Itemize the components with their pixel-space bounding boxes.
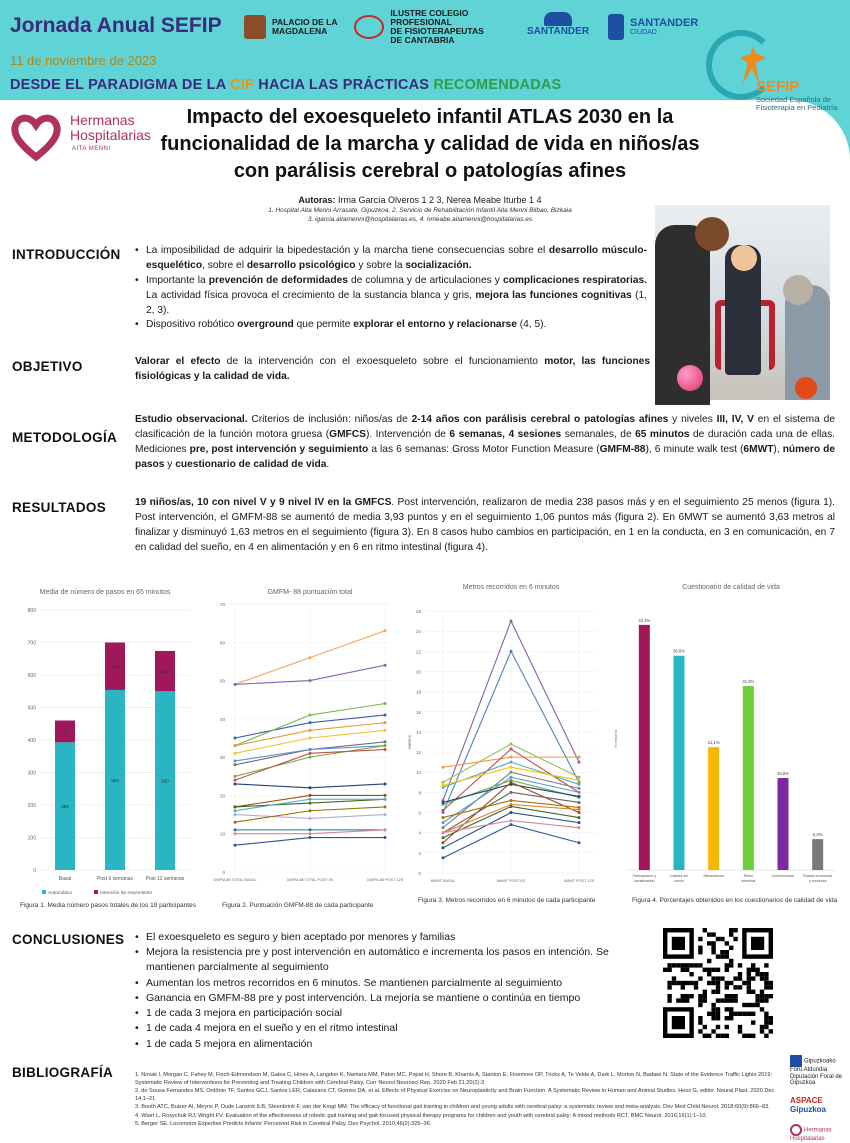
hermanas-hospitalarias-name: Hermanas Hospitalarias: [70, 112, 151, 144]
bar: [674, 656, 685, 870]
data-point: [442, 836, 445, 839]
chart-title: Cuestionario de calidad de vida: [682, 584, 780, 591]
data-point: [510, 805, 513, 808]
x-tick-label-cont: y conducta: [808, 879, 827, 883]
y-axis-label: % mejoría: [613, 729, 618, 749]
bar-value-label: 554: [111, 777, 119, 783]
conclusion-item: • 1 de cada 5 mejora en alimentación: [135, 1037, 655, 1052]
y-tick-label: 6: [418, 810, 421, 816]
data-point: [384, 629, 387, 632]
sefip-subtitle: Sociedad Española de Fisioterapia en Pediatría: [756, 95, 838, 113]
intro-bullet: • La imposibilidad de adquirir la bipedestación y la marcha tiene consecuencias sobre el desarrollo músculo-esquelético, sobre el desarrollo psicológico y sobre la socialización.: [135, 244, 647, 274]
x-tick-label-cont: socialización: [634, 879, 655, 883]
aita-menni-label: AITA MENNI: [72, 146, 111, 152]
y-tick-label: 0: [418, 871, 421, 876]
intro-bullet: • Dispositivo robótico overground que permite explorar el entorno y relacionarse (4, 5).: [135, 318, 647, 333]
y-tick-label: 0: [33, 868, 36, 874]
data-point: [510, 799, 513, 802]
data-point: [234, 844, 237, 847]
event-date: 11 de noviembre de 2023: [10, 53, 157, 68]
chart-calidad-vida: [605, 578, 845, 898]
data-point: [510, 748, 513, 751]
y-tick-label: 22: [415, 649, 421, 655]
bar-value-label: 67: [62, 729, 68, 735]
data-point: [578, 783, 581, 786]
data-point: [578, 787, 581, 790]
conclusion-item: • Ganancia en GMFM-88 pre y post intervención. La mejoría se mantiene o continúa en tiempo: [135, 991, 655, 1006]
data-point: [384, 729, 387, 732]
data-point: [234, 805, 237, 808]
hermanas-hospitalarias-heart-icon: [10, 111, 62, 161]
santander-ciudad-logo-icon: [608, 14, 624, 40]
section-body-resultados: 19 niños/as, 10 con nivel V y 9 nivel IV en la GMFCS. Post intervención, realizaron de media 238 pasos más y en el seguimiento 25 menos (figura 1). Post intervención, el GMFM-88 se aumentó de media 3,93 puntos y en el seguimiento 1,06 puntos más (figura 2). En 6MWT se aumentó 3,63 metros al finalizar y disminuyó 1,63 metros en el seguimiento (figura 3). En 8 casos hubo cambios en participación, en 1 en la conducta, en 3 en comunicación, en 7 en calidad del sueño, en 4 en alimentación y en 6 en ritmo intestinal (figura 4).: [135, 497, 835, 553]
y-tick-label: 10: [219, 831, 225, 837]
footer-logos: [790, 1055, 848, 1143]
data-point: [309, 802, 312, 805]
bar-value-label: 21,1%: [707, 740, 720, 746]
bibliography-list: [135, 1071, 785, 1128]
x-tick-label: Estado emocional: [803, 874, 832, 878]
data-point: [234, 752, 237, 755]
conclusion-item: • 1 de cada 4 mejora en el sueño y en el ritmo intestinal: [135, 1021, 655, 1036]
legend-label: Automático: [48, 891, 72, 896]
data-point: [309, 794, 312, 797]
data-point: [442, 826, 445, 829]
x-tick-label: Basal: [58, 876, 72, 882]
section-label-metodologia: METODOLOGÍA: [12, 430, 118, 445]
data-point: [510, 819, 513, 822]
y-tick-label: 20: [219, 793, 225, 799]
data-point: [234, 744, 237, 747]
data-point: [309, 721, 312, 724]
data-point: [510, 776, 513, 779]
data-point: [234, 821, 237, 824]
x-tick-label: GMFM-88 POST 12S: [366, 878, 404, 882]
conclusion-item: • Aumentan los metros recorridos en 6 minutos. Se mantienen parcialmente al seguimiento: [135, 976, 655, 991]
x-tick-label-cont: sueño: [674, 879, 684, 883]
sponsor-santander: SANTANDER: [527, 12, 589, 42]
data-point: [234, 759, 237, 762]
data-point: [578, 816, 581, 819]
bar-value-label: 15,8%: [777, 771, 789, 777]
y-tick-label: 70: [219, 602, 225, 607]
event-slogan: DESDE EL PARADIGMA DE LA CIF HACIA LAS PRÁCTICAS RECOMENDADAS: [10, 77, 562, 93]
chart-title: GMFM- 88 puntuación total: [267, 589, 353, 596]
y-tick-label: 0: [222, 870, 225, 875]
chart-6mwt: [405, 575, 600, 895]
data-point: [234, 832, 237, 835]
data-point: [234, 828, 237, 831]
y-tick-label: 24: [415, 629, 421, 635]
x-tick-label: Post 6 semanas: [97, 876, 133, 882]
data-point: [309, 786, 312, 789]
data-point: [510, 743, 513, 746]
section-body-metodologia: Estudio observacional. Criterios de inclusión: niños/as de 2-14 años con parálisis cerebral o patologías afines y niveles III, IV, V en el sistema de clasificación de la función motora gruesa (GMFCS). Intervención de 6 semanas, 4 sesiones semanales, de 65 minutos de duración cada una de ellas. Mediciones pre, post intervención y seguimiento a las 6 semanas: Gross Motor Function Measure (GMFM-88), 6 minute walk test (6MWT), número de pasos y cuestionario de calidad de vida.: [135, 414, 836, 470]
affiliations: 1. Hospital Aita Menni Arrasate, Gipuzkoa, 2. Servicio de Rehabilitación Infantil Aita Menni Bilbao, Bizkaia 3. igarcia.aitamenni@hospitalarias.es, 4. nmeabe.aitamenni@hospitalarias.es: [268, 207, 572, 223]
data-point: [309, 828, 312, 831]
bar-value-label: 42,1%: [638, 617, 651, 623]
data-point: [578, 795, 581, 798]
bar-value-label: 5,3%: [812, 832, 823, 838]
caption-figura-1: Figura 1. Media número pasos totales de los 19 participantes: [20, 902, 196, 909]
aspace-logo: ASPACE Gipuzkoa: [790, 1095, 827, 1114]
data-point: [510, 791, 513, 794]
data-point: [309, 756, 312, 759]
gipuzkoa-logo: Gipuzkoako Foru Aldundia Diputación Foral de Gipuzkoa: [790, 1055, 848, 1087]
poster-title: Impacto del exoesqueleto infantil ATLAS 2030 en la funcionalidad de la marcha y calidad de vida en niños/as con parálisis cerebral o patologías afines: [160, 106, 700, 182]
data-point: [309, 737, 312, 740]
data-point: [309, 752, 312, 755]
gipuzkoa-shield-icon: [790, 1055, 802, 1067]
y-tick-label: 700: [27, 640, 36, 647]
data-point: [234, 779, 237, 782]
data-point: [309, 656, 312, 659]
x-tick-label: 6MWT BASAL: [430, 879, 456, 883]
y-tick-label: 2: [418, 850, 421, 856]
sponsor-palacio-magdalena: PALACIO DE LA MAGDALENA: [244, 12, 337, 42]
data-point: [309, 836, 312, 839]
section-label-resultados: RESULTADOS: [12, 500, 106, 515]
data-point: [442, 781, 445, 784]
data-point: [510, 823, 513, 826]
data-point: [578, 776, 581, 779]
data-point: [384, 836, 387, 839]
bar-value-label: 550: [161, 778, 169, 784]
data-point: [442, 801, 445, 804]
x-tick-label: Comunicación: [771, 874, 795, 878]
data-point: [384, 782, 387, 785]
data-point: [578, 826, 581, 829]
data-point: [578, 761, 581, 764]
bibliography-ref: 1. Novak I, Morgan C, Fahey M, Finch-Edmondson M, Galea C, Hines A, Langdon K, Namara MM, Paton MC, Popat H, Shore B, Khamis A, Stanton E, Finemore OP, Tricks A, Te Velde A, Dark L, Morton N, Badawi N. State of the Evidence Traffic Lights 2019: Systematic Review of Interventions for Preventing and Treating Children with Cerebral Palsy. Curr Neurol Neurosci Rep. 2020 Feb 21;20(2):3: [135, 1072, 773, 1087]
conclusion-item: • El exoesqueleto es seguro y bien aceptado por menores y familias: [135, 930, 655, 945]
data-point: [578, 811, 581, 814]
data-point: [384, 805, 387, 808]
sefip-name: SEFIP: [756, 78, 800, 95]
data-point: [384, 740, 387, 743]
y-tick-label: 12: [415, 750, 421, 756]
bar: [708, 747, 719, 870]
x-tick-label: Participación y: [632, 874, 657, 878]
data-point: [234, 763, 237, 766]
data-point: [442, 816, 445, 819]
data-point: [442, 856, 445, 859]
bibliography-ref: 4. Wiart L, Rosychuk RJ, Wright FV. Evaluation of the effectiveness of robotic gait training and gait-focused physical therapy programs for children and youth with cerebral palsy: A mixed methods RCT. BMC Neurol. 2016;16(1):1–10.: [135, 1112, 707, 1119]
y-tick-label: 400: [27, 738, 36, 744]
data-point: [234, 775, 237, 778]
chart-pasos: [10, 580, 200, 900]
data-point: [309, 679, 312, 682]
section-label-bibliografia: BIBLIOGRAFÍA: [12, 1065, 114, 1080]
data-point: [578, 779, 581, 782]
data-point: [510, 811, 513, 814]
data-point: [309, 817, 312, 820]
bar: [743, 686, 754, 870]
y-tick-label: 300: [27, 770, 36, 777]
hh-footer-logo: Hermanas Hospitalarias: [790, 1124, 848, 1143]
x-tick-label: Alimentación: [703, 874, 724, 878]
data-point: [442, 821, 445, 824]
data-point: [442, 809, 445, 812]
palacio-logo-icon: [244, 15, 266, 39]
data-point: [510, 761, 513, 764]
conclusion-item: • Mejora la resistencia pre y post intervención en automático e incrementa los pasos en intención. Se mantienen parcialmente al seguimiento: [135, 945, 655, 975]
x-tick-label: GMFM-88 TOTAL BASAL: [213, 878, 257, 882]
x-tick-label: 6MWT POST 12S: [563, 879, 595, 883]
section-body-introduccion: [135, 244, 647, 333]
bar: [812, 839, 823, 870]
data-point: [510, 766, 513, 769]
bar: [639, 625, 650, 870]
bibliography-ref: 3. Booth ATC, Buizer AI, Meyns P, Oude Lansink ILB, Steenbrink F, van der Krogt MM. The efficacy of functional gait training in children and young adults with cerebral palsy: a systematic review and meta-analysis. Dev Med Child Neurol. 2018;60(9):866–83.: [135, 1104, 770, 1111]
bar: [778, 778, 789, 870]
y-tick-label: 10: [415, 770, 421, 776]
sponsor-santander-ciudad: SANTANDER CIUDAD: [608, 12, 698, 42]
data-point: [309, 832, 312, 835]
data-point: [309, 748, 312, 751]
data-point: [384, 828, 387, 831]
y-tick-label: 30: [219, 755, 225, 761]
x-tick-label: GMFM-88 TOTAL POST 6S: [286, 878, 334, 882]
data-point: [309, 729, 312, 732]
data-point: [384, 721, 387, 724]
y-tick-label: 500: [27, 705, 36, 712]
data-point: [442, 846, 445, 849]
data-point: [384, 714, 387, 717]
y-tick-label: 8: [418, 790, 421, 796]
data-point: [578, 756, 581, 759]
legend-swatch: [42, 890, 46, 894]
data-point: [384, 664, 387, 667]
hh-heart-small-icon: [790, 1124, 802, 1136]
conclusiones-list: [135, 930, 655, 1052]
x-tick-label: 6MWT POST 6S: [496, 879, 526, 883]
section-body-objetivo: Valorar el efecto de la intervención con el exoesqueleto sobre el funcionamiento motor, las funciones fisiológicas y la calidad de vida.: [135, 356, 650, 382]
data-point: [384, 813, 387, 816]
data-point: [510, 771, 513, 774]
x-tick-label: Post 12 semanas: [145, 876, 185, 882]
data-point: [578, 808, 581, 811]
y-tick-label: 4: [418, 830, 421, 836]
y-tick-label: 100: [27, 835, 36, 842]
caption-figura-4: Figura 4. Porcentajes obtenidos en los cuestionarios de calidad de vida: [632, 897, 838, 904]
data-point: [234, 809, 237, 812]
data-point: [442, 831, 445, 834]
sponsor-colegio-fisioterapeutas: ILUSTRE COLEGIO PROFESIONAL DE FISIOTERAPEUTAS DE CANTABRIA: [354, 12, 524, 42]
bar-value-label: 36,8%: [673, 648, 685, 654]
data-point: [234, 782, 237, 785]
chart-title: Media de número de pasos en 65 minutos: [39, 589, 171, 596]
chart-gmfm: [205, 580, 404, 900]
bibliography-ref: 5. Berger SE. Locomotor Expertise Predicts Infants' Perceived Risk in Cerebral Palsy. Dev Psychol. 2010;46(2):326–36.: [135, 1120, 432, 1127]
legend-swatch: [94, 890, 98, 894]
exoskeleton-photo: [655, 205, 830, 400]
data-point: [510, 650, 513, 653]
data-point: [309, 798, 312, 801]
data-point: [309, 714, 312, 717]
y-tick-label: 18: [415, 689, 421, 695]
data-point: [442, 766, 445, 769]
data-point: [510, 620, 513, 623]
x-tick-label-cont: intestinal: [741, 879, 756, 883]
colegio-logo-icon: [354, 15, 384, 39]
bar-value-label: 146: [111, 664, 119, 670]
data-point: [578, 791, 581, 794]
data-point: [578, 821, 581, 824]
caption-figura-3: Figura 3. Metros recorridos en 6 minutos de cada participante: [418, 897, 596, 904]
santander-logo-icon: [544, 12, 572, 26]
qr-code[interactable]: [663, 928, 773, 1038]
data-point: [510, 756, 513, 759]
bar-value-label: 31,6%: [742, 679, 755, 685]
bibliography-ref: 2. de Sousa Fernandes MS, Ordônio TF, Santos GCJ, Santos LER, Calazans CT, Gomes DA, et al. Effects of Physical Exercise on Neuroplasticity and Brain Function: A Systematic Review in Human and Animal Studies. Hess G, editor. Neural Plast. 2020 Dec 14;1–21: [135, 1088, 775, 1103]
section-label-objetivo: OBJETIVO: [12, 359, 83, 374]
y-tick-label: 16: [415, 709, 421, 715]
y-tick-label: 60: [219, 640, 225, 646]
chart-title: Metros recorridos en 6 minutos: [462, 584, 560, 591]
bar-value-label: 393: [61, 804, 69, 810]
data-point: [234, 737, 237, 740]
conclusion-item: • 1 de cada 3 mejora en participación social: [135, 1006, 655, 1021]
data-point: [384, 702, 387, 705]
x-tick-label: Calidad del: [670, 874, 688, 878]
data-point: [384, 748, 387, 751]
y-tick-label: 50: [219, 678, 225, 684]
y-tick-label: 600: [27, 673, 36, 679]
y-tick-label: 14: [415, 729, 421, 735]
data-point: [384, 794, 387, 797]
data-point: [384, 798, 387, 801]
y-tick-label: 26: [415, 609, 421, 614]
y-tick-label: 200: [27, 803, 36, 809]
y-axis-label: metros: [407, 735, 412, 749]
legend-label: Intención de movimiento: [100, 891, 152, 896]
data-point: [309, 809, 312, 812]
y-tick-label: 800: [27, 608, 36, 614]
data-point: [384, 744, 387, 747]
data-point: [578, 841, 581, 844]
data-point: [510, 781, 513, 784]
data-point: [234, 683, 237, 686]
caption-figura-2: Figura 2. Puntuación GMFM-88 de cada participante: [222, 902, 374, 909]
section-label-introduccion: INTRODUCCIÓN: [12, 247, 121, 262]
data-point: [578, 801, 581, 804]
y-tick-label: 20: [415, 669, 421, 675]
intro-bullet: • Importante la prevención de deformidades de columna y de articulaciones y complicaciones respiratorias. La actividad física provoca el crecimiento de la sustancia blanca y gris, mejora las funciones cognitivas (1, 2, 3).: [135, 274, 647, 319]
data-point: [234, 813, 237, 816]
authors: Autoras: Irma García Olveros 1 2 3, Nerea Meabe Iturbe 1 4: [298, 195, 542, 205]
x-tick-label: Ritmo: [743, 874, 754, 878]
data-point: [442, 784, 445, 787]
y-tick-label: 40: [219, 716, 225, 722]
section-label-conclusiones: CONCLUSIONES: [12, 932, 125, 947]
bar-value-label: 124: [161, 669, 169, 675]
event-title: Jornada Anual SEFIP: [10, 14, 222, 37]
data-point: [442, 841, 445, 844]
